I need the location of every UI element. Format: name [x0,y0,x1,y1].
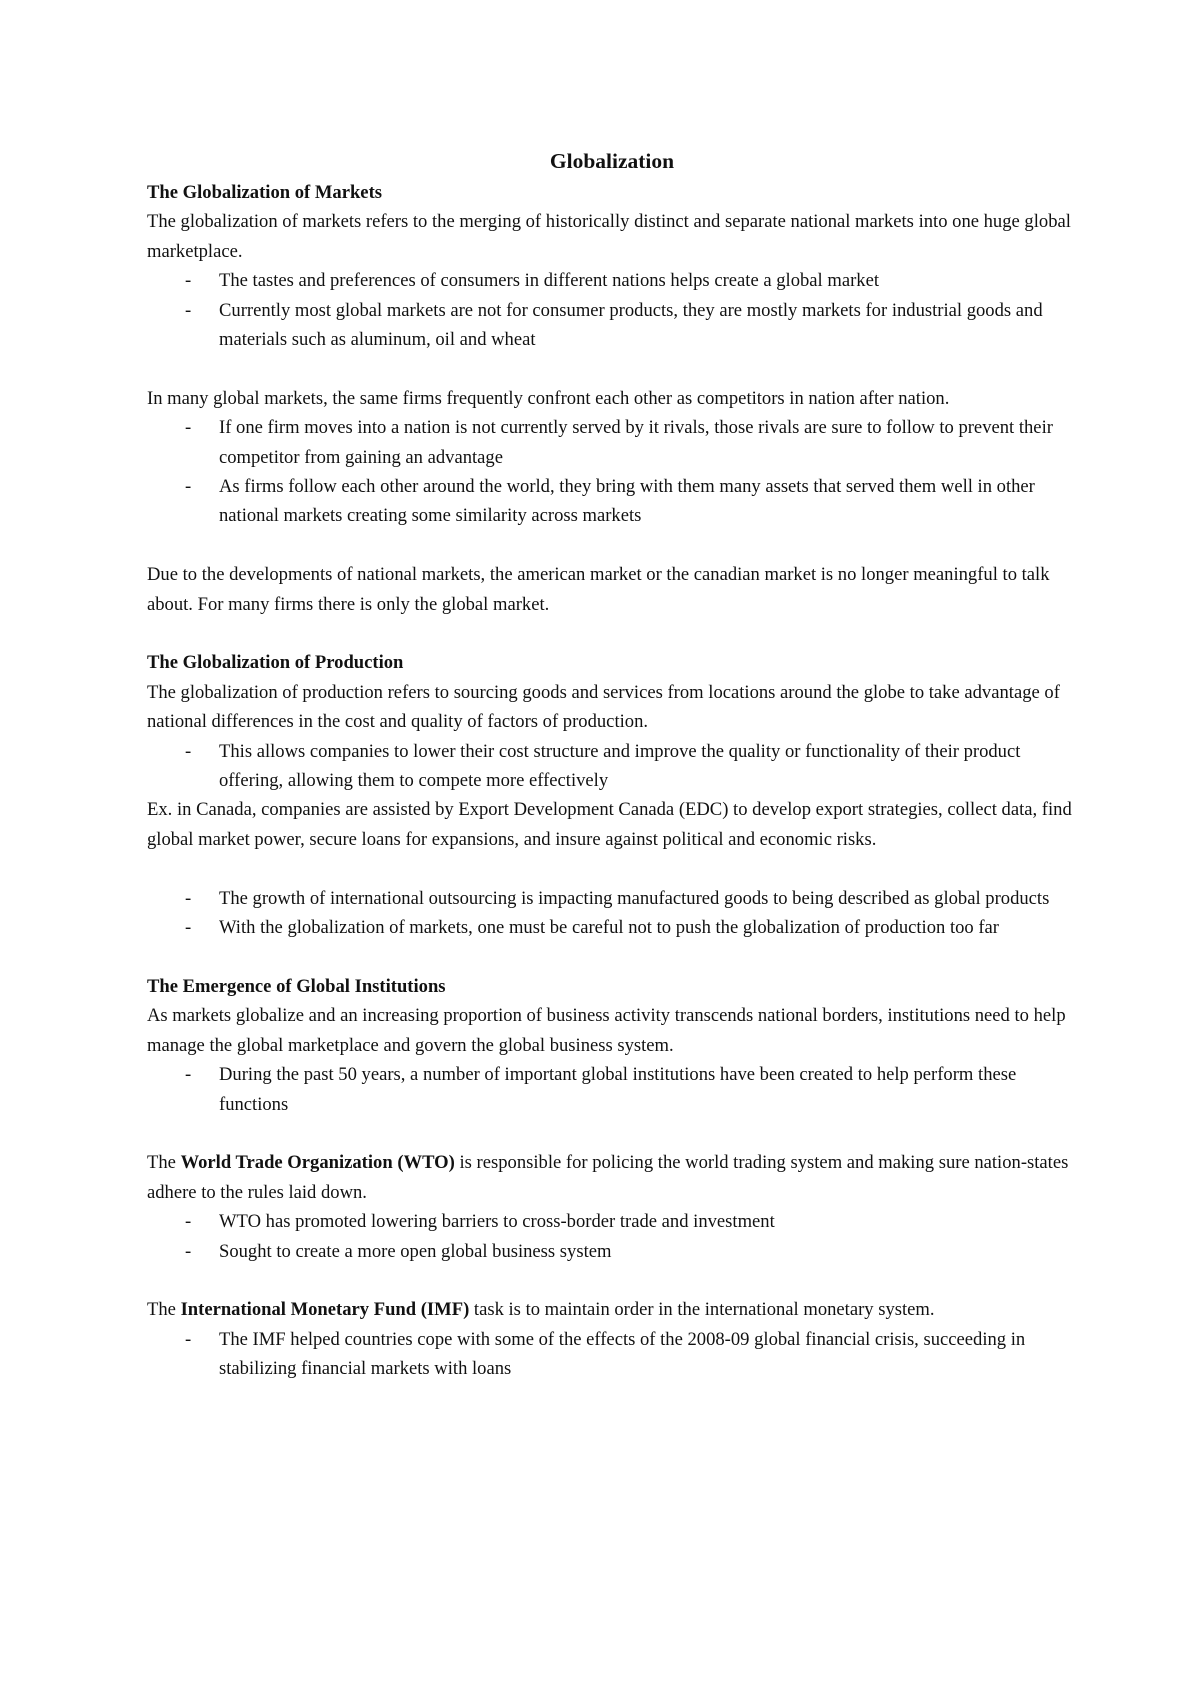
bullet-dash: - [185,476,192,498]
list-item-text: During the past 50 years, a number of important global institutions have been created to help perform these functions [219,1064,1017,1115]
document-title: Globalization [549,149,675,173]
bullet-dash: - [185,1064,192,1086]
paragraph: The globalization of markets refers to the merging of historically distinct and separate national markets into one huge global marketplace. [147,211,1071,262]
paragraph: Ex. in Canada, companies are assisted by Export Development Canada (EDC) to develop export strategies, collect data, find global market power, secure loans for expansions, and insure against political and economic risks. [147,799,1072,850]
paragraph: The globalization of production refers to sourcing goods and services from locations around the globe to take advantage of national differences in the cost and quality of factors of production. [147,681,1060,733]
section-heading-markets: The Globalization of Markets [147,182,382,203]
bullet-dash: - [185,1240,192,1262]
bullet-dash: - [185,417,192,439]
list-item-text: With the globalization of markets, one must be careful not to push the globalization of production too far [219,917,999,939]
section-heading-production: The Globalization of Production [147,652,404,674]
bullet-dash: - [185,1211,192,1233]
list-item [147,913,1077,942]
bullet-list [147,266,1077,354]
bullet-list [147,1060,1077,1119]
bullet-dash: - [185,917,192,939]
list-item-text: WTO has promoted lowering barriers to cross-border trade and investment [219,1211,775,1233]
document-page [147,145,1077,1384]
bullet-dash: - [185,270,192,292]
list-item-text: The IMF helped countries cope with some of the effects of the 2008-09 global financial crisis, succeeding in stabilizing financial markets with loans [219,1328,1026,1380]
list-item-text: Currently most global markets are not for consumer products, they are mostly markets for industrial goods and materials such as aluminum, oil and wheat [219,299,1043,351]
term-wto: World Trade Organization (WTO) [180,1152,455,1174]
bullet-dash: - [185,887,192,909]
list-item [147,472,1077,531]
paragraph: In many global markets, the same firms frequently confront each other as competitors in nation after nation. [147,387,950,409]
list-item-text: The growth of international outsourcing is impacting manufactured goods to being described as global products [219,887,1050,909]
paragraph: As markets globalize and an increasing proportion of business activity transcends national borders, institutions need to help manage the global marketplace and govern the global business system. [147,1005,1066,1056]
list-item-text: Sought to create a more open global business system [219,1240,612,1262]
list-item-text: As firms follow each other around the world, they bring with them many assets that served them well in other national markets creating some similarity across markets [219,476,1035,527]
list-item [147,1237,1077,1266]
list-item [147,1060,1077,1119]
bullet-list [147,1325,1077,1384]
bullet-list [147,884,1077,943]
list-item [147,1325,1077,1384]
list-item [147,884,1077,913]
paragraph-wto: The World Trade Organization (WTO) is responsible for policing the world trading system and making sure nation-states adhere to the rules laid down. [147,1152,1069,1203]
bullet-list [147,737,1077,796]
list-item-text: The tastes and preferences of consumers in different nations helps create a global market [219,270,879,292]
paragraph-imf: The International Monetary Fund (IMF) task is to maintain order in the international monetary system. [147,1299,935,1321]
paragraph: Due to the developments of national markets, the american market or the canadian market is no longer meaningful to talk about. For many firms there is only the global market. [147,564,1050,615]
bullet-dash: - [185,740,192,762]
list-item [147,266,1077,295]
list-item-text: This allows companies to lower their cost structure and improve the quality or functionality of their product offering, allowing them to compete more effectively [219,740,1021,792]
bullet-dash: - [185,299,192,321]
list-item [147,296,1077,355]
list-item-text: If one firm moves into a nation is not currently served by it rivals, those rivals are sure to follow to prevent their competitor from gaining an advantage [219,417,1053,468]
term-imf: International Monetary Fund (IMF) [180,1299,470,1321]
section-heading-institutions: The Emergence of Global Institutions [147,975,446,997]
bullet-list [147,413,1077,531]
list-item [147,413,1077,472]
bullet-dash: - [185,1328,192,1350]
list-item [147,737,1077,796]
bullet-list [147,1207,1077,1266]
list-item [147,1207,1077,1236]
